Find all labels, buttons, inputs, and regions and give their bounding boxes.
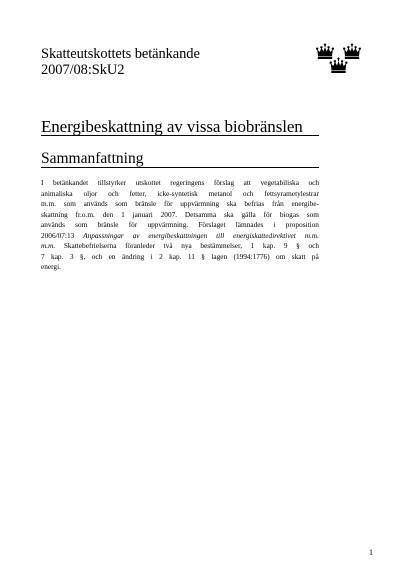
report-header xyxy=(41,46,200,78)
title-divider xyxy=(41,135,319,136)
summary-word: den xyxy=(102,209,114,219)
summary-word: 3 xyxy=(69,251,74,261)
summary-word: icke-syntetisk xyxy=(157,188,198,198)
summary-word: vegetabiliska xyxy=(260,178,299,187)
summary-word: skatt xyxy=(291,251,306,261)
summary-word: biogas xyxy=(279,209,299,219)
summary-word: bränsle xyxy=(97,220,119,229)
summary-word: Skattebefrielserna xyxy=(63,241,117,250)
summary-word: på xyxy=(311,251,319,261)
summary-word: §, xyxy=(79,251,86,261)
summary-word: 1 xyxy=(121,209,125,219)
summary-word: i xyxy=(273,220,276,229)
summary-word: utskottet xyxy=(135,178,161,187)
summary-italic-word: Anpassningar xyxy=(83,230,124,240)
summary-word: betänkandet xyxy=(52,178,89,187)
summary-word: föranleder xyxy=(125,241,156,250)
summary-word: och xyxy=(308,178,319,187)
summary-line xyxy=(41,178,319,189)
summary-word: 1 xyxy=(250,241,255,250)
summary-word: att xyxy=(243,178,251,187)
summary-word: förslag xyxy=(213,178,235,187)
summary-italic-word: energibeskattningen xyxy=(148,230,208,240)
summary-word: 2007. xyxy=(160,209,178,219)
summary-italic-word: av xyxy=(132,230,140,240)
summary-word: som xyxy=(63,199,76,208)
summary-word: I xyxy=(41,178,44,187)
summary-word: gälla xyxy=(241,209,256,219)
summary-word: energibe- xyxy=(291,199,319,208)
summary-word: och xyxy=(242,188,254,198)
summary-word: energi. xyxy=(41,262,61,271)
summary-word: och xyxy=(308,241,319,250)
summary-word: uppvärmning. xyxy=(147,220,189,229)
summary-word: för xyxy=(128,220,138,229)
summary-word: bestämmelser, xyxy=(200,241,243,250)
summary-line xyxy=(41,262,319,273)
summary-word: kap. xyxy=(169,251,182,261)
summary-word: skattning xyxy=(41,209,68,219)
summary-word: (1994:1776) xyxy=(233,251,270,261)
summary-word: lagen xyxy=(211,251,228,261)
summary-word: ska xyxy=(226,199,237,208)
summary-word: ändring xyxy=(121,251,145,261)
summary-word: § xyxy=(201,251,205,261)
summary-word: för xyxy=(164,199,173,208)
summary-word: bränsle xyxy=(135,199,157,208)
summary-italic-word: energiskattedirektivet xyxy=(233,230,296,240)
summary-word: regeringens xyxy=(170,178,205,187)
summary-word: om xyxy=(276,251,286,261)
summary-word: metanol xyxy=(208,188,233,198)
summary-word: fettsyrametylestrar xyxy=(264,188,319,198)
summary-word: kap. xyxy=(51,251,64,261)
summary-word: animaliska xyxy=(41,188,73,198)
summary-word: tillstyrker xyxy=(97,178,127,187)
summary-word: m.m. xyxy=(41,199,56,208)
summary-word: fetter, xyxy=(129,188,147,198)
summary-word: 2 xyxy=(159,251,163,261)
summary-word: 11 xyxy=(187,251,195,261)
summary-word: används xyxy=(41,220,65,229)
summary-word: två xyxy=(163,241,173,250)
summary-word: som xyxy=(306,209,319,219)
summary-word: från xyxy=(271,199,284,208)
summary-paragraph xyxy=(41,178,319,273)
section-divider xyxy=(41,167,319,168)
summary-word: för xyxy=(263,209,273,219)
summary-word: januari xyxy=(132,209,153,219)
summary-line xyxy=(41,231,319,242)
summary-word: Detsamma xyxy=(184,209,217,219)
summary-word: och xyxy=(108,188,119,198)
summary-word: 7 xyxy=(41,251,45,261)
three-crowns-icon xyxy=(314,42,366,74)
summary-word: proposition xyxy=(285,220,319,229)
summary-word: fr.o.m. xyxy=(75,209,95,219)
section-heading: Sammanfattning xyxy=(41,150,144,167)
summary-line xyxy=(41,220,319,231)
summary-word: används xyxy=(83,199,108,208)
summary-line xyxy=(41,241,319,252)
summary-italic-word: m.m. xyxy=(41,241,56,250)
document-title: Energibeskattning av vissa biobränslen xyxy=(41,117,303,136)
summary-word: i xyxy=(150,251,153,261)
summary-word: kap. xyxy=(262,241,276,250)
summary-word: § xyxy=(296,241,300,250)
summary-line xyxy=(41,210,319,221)
summary-italic-word: till xyxy=(216,230,225,240)
report-number: 2007/08:SkU2 xyxy=(41,62,125,78)
summary-word: ska xyxy=(223,209,234,219)
summary-word: nya xyxy=(181,241,192,250)
summary-line xyxy=(41,199,319,210)
summary-word: som xyxy=(115,199,128,208)
summary-word: som xyxy=(75,220,88,229)
summary-word: 2006/07:13 xyxy=(41,230,75,240)
summary-italic-word: m.m. xyxy=(304,230,319,240)
committee-name: Skatteutskottets betänkande xyxy=(41,46,200,62)
summary-word: och xyxy=(91,251,103,261)
summary-line xyxy=(41,189,319,200)
summary-line xyxy=(41,252,319,263)
summary-word: Förslaget xyxy=(198,220,226,229)
summary-word: uppvärmning xyxy=(180,199,220,208)
summary-word: befrias xyxy=(244,199,265,208)
summary-word: 9 xyxy=(283,241,288,250)
page-number: 1 xyxy=(369,548,373,557)
summary-word: en xyxy=(108,251,116,261)
summary-word: lämnades xyxy=(235,220,264,229)
summary-word: oljor xyxy=(83,188,98,198)
